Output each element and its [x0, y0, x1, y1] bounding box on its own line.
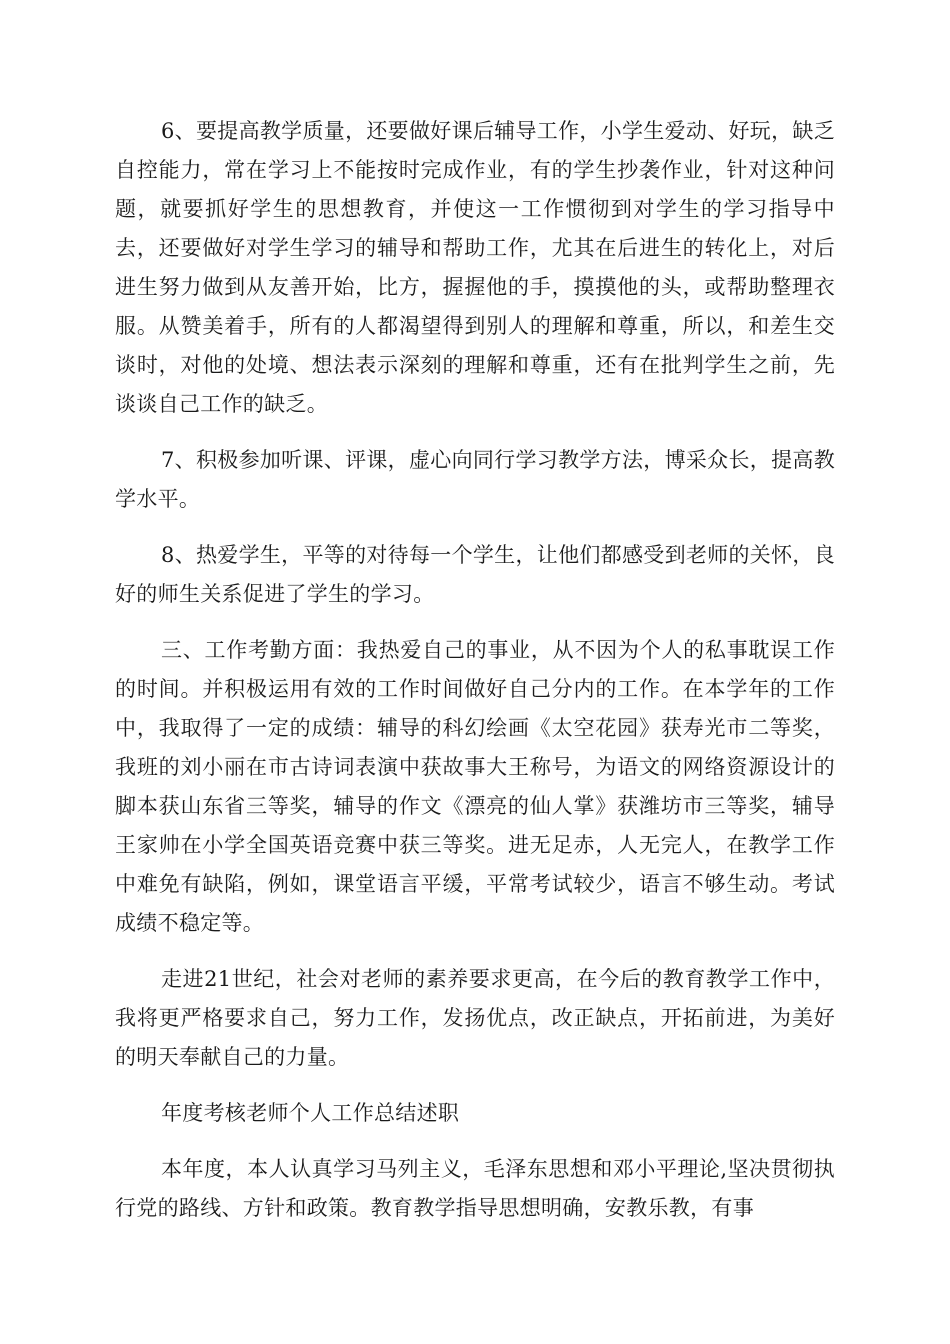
document-body: [115, 112, 835, 1228]
paragraph-conclusion: 走进21世纪，社会对老师的素养要求更高，在今后的教育教学工作中，我将更严格要求自己，努力工作，发扬优点，改正缺点，开拓前进，为美好的明天奉献自己的力量。: [115, 967, 835, 1069]
paragraph-item-7: 7、积极参加听课、评课，虚心向同行学习教学方法，博采众长，提高教学水平。: [115, 448, 835, 511]
paragraph-item-6: 6、要提高教学质量，还要做好课后辅导工作，小学生爱动、好玩，缺乏自控能力，常在学习上不能按时完成作业，有的学生抄袭作业，针对这种问题，就要抓好学生的思想教育，并使这一工作惯彻到对学生的学习指导中去，还要做好对学生学习的辅导和帮助工作，尤其在后进生的转化上，对后进生努力做到从友善开始，比方，握握他的手，摸摸他的头，或帮助整理衣服。从赞美着手，所有的人都渴望得到别人的理解和尊重，所以，和差生交谈时，对他的处境、想法表示深刻的理解和尊重，还有在批判学生之前，先谈谈自己工作的缺乏。: [115, 119, 835, 416]
paragraph-item-8: 8、热爱学生，平等的对待每一个学生，让他们都感受到老师的关怀，良好的师生关系促进了学生的学习。: [115, 543, 835, 606]
section-heading: 年度考核老师个人工作总结述职: [161, 1101, 460, 1125]
paragraph-attendance: 三、工作考勤方面：我热爱自己的事业，从不因为个人的私事耽误工作的时间。并积极运用有效的工作时间做好自己分内的工作。在本学年的工作中，我取得了一定的成绩：辅导的科幻绘画《太空花园》获寿光市二等奖，我班的刘小丽在市古诗词表演中获故事大王称号，为语文的网络资源设计的脚本获山东省三等奖，辅导的作文《漂亮的仙人掌》获潍坊市三等奖，辅导王家帅在小学全国英语竞赛中获三等奖。进无足赤，人无完人，在教学工作中难免有缺陷，例如，课堂语言平缓，平常考试较少，语言不够生动。考试成绩不稳定等。: [115, 638, 835, 935]
paragraph-annual-review: 本年度，本人认真学习马列主义，毛泽东思想和邓小平理论,坚决贯彻执行党的路线、方针和政策。教育教学指导思想明确，安教乐教，有事: [115, 1157, 835, 1220]
